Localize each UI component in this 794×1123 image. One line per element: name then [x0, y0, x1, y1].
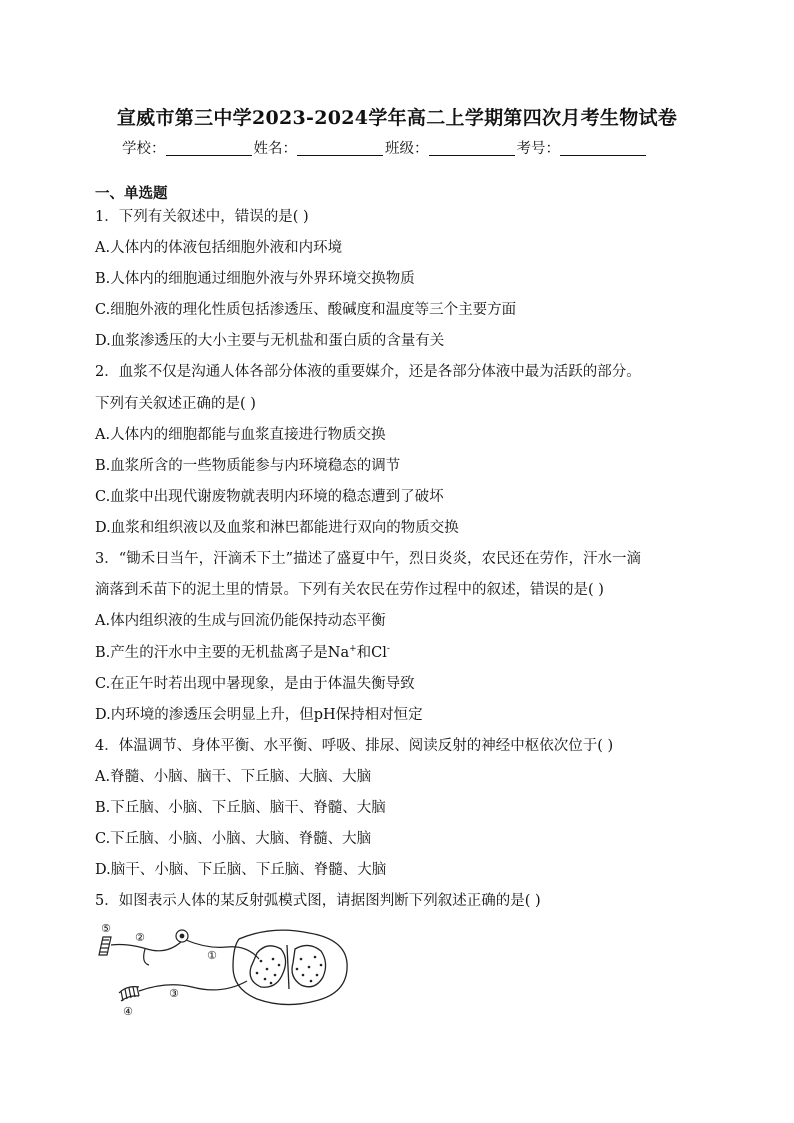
q4-option-d: D.脑干、小脑、下丘脑、下丘脑、脊髓、大脑 — [95, 862, 387, 878]
label-3: ③ — [169, 987, 179, 1000]
q3-option-c: C.在正午时若出现中暑现象，是由于体温失衡导致 — [95, 676, 415, 692]
q2-option-d: D.血浆和组织液以及血浆和淋巴都能进行双向的物质交换 — [95, 520, 459, 536]
q3-option-d: D.内环境的渗透压会明显上升，但pH保持相对恒定 — [95, 707, 423, 723]
section-heading: 一、单选题 — [95, 185, 168, 202]
q3-option-b-text: B.产生的汗水中主要的无机盐离子是Na — [95, 645, 350, 661]
q2-stem-line2: 下列有关叙述正确的是( ) — [95, 396, 256, 412]
receptor-structure — [99, 937, 111, 955]
q5-stem: 5．如图表示人体的某反射弧模式图，请据图判断下列叙述正确的是( ) — [95, 893, 541, 909]
q3-option-b-sup-plus: + — [349, 644, 357, 654]
q1-option-d: D.血浆渗透压的大小主要与无机盐和蛋白质的含量有关 — [95, 333, 445, 349]
number-label: 考号： — [516, 141, 560, 157]
q1-option-b: B.人体内的细胞通过细胞外液与外界环境交换物质 — [95, 271, 415, 287]
class-label: 班级： — [385, 141, 429, 157]
q3-stem-line2: 滴落到禾苗下的泥土里的情景。下列有关农民在劳作过程中的叙述，错误的是( ) — [95, 582, 604, 598]
afferent-nerve — [111, 930, 259, 965]
q4-option-c: C.下丘脑、小脑、小脑、大脑、脊髓、大脑 — [95, 831, 372, 847]
q4-stem: 4．体温调节、身体平衡、水平衡、呼吸、排尿、阅读反射的神经中枢依次位于( ) — [95, 738, 614, 754]
name-blank[interactable] — [297, 141, 383, 156]
q1-option-a: A.人体内的体液包括细胞外液和内环境 — [95, 240, 343, 256]
efferent-nerve — [139, 981, 247, 991]
page-title: 宣威市第三中学2023-2024学年高二上学期第四次月考生物试卷 — [116, 107, 678, 129]
label-1: ① — [207, 949, 217, 962]
q3-option-b-text2: 和Cl — [356, 645, 387, 661]
reflex-arc-diagram — [97, 919, 357, 1019]
school-label: 学校： — [122, 141, 166, 157]
q1-option-c: C.细胞外液的理化性质包括渗透压、酸碱度和温度等三个主要方面 — [95, 302, 517, 318]
q2-stem-line1: 2．血浆不仅是沟通人体各部分体液的重要媒介，还是各部分体液中最为活跃的部分。 — [95, 364, 641, 380]
spinal-cord — [233, 930, 347, 1004]
number-blank[interactable] — [560, 141, 646, 156]
q2-option-a: A.人体内的细胞都能与血浆直接进行物质交换 — [95, 427, 386, 443]
q3-stem-line1: 3．“锄禾日当午，汗滴禾下土”描述了盛夏中午，烈日炎炎，农民还在劳作，汗水一滴 — [95, 551, 642, 567]
effector-structure — [119, 987, 139, 1001]
q2-option-c: C.血浆中出现代谢废物就表明内环境的稳态遭到了破坏 — [95, 489, 444, 505]
name-label: 姓名： — [253, 141, 297, 157]
class-blank[interactable] — [429, 141, 515, 156]
q3-option-b-sup-minus: - — [386, 644, 390, 654]
q3-option-b — [95, 641, 390, 662]
q2-option-b: B.血浆所含的一些物质能参与内环境稳态的调节 — [95, 458, 401, 474]
q4-option-b: B.下丘脑、小脑、下丘脑、脑干、脊髓、大脑 — [95, 800, 386, 816]
q4-option-a: A.脊髓、小脑、脑干、下丘脑、大脑、大脑 — [95, 769, 372, 785]
label-2: ② — [135, 931, 145, 944]
q1-stem: 1．下列有关叙述中，错误的是( ) — [95, 209, 309, 225]
q3-option-a: A.体内组织液的生成与回流仍能保持动态平衡 — [95, 613, 386, 629]
student-info-row — [122, 137, 648, 158]
label-4: ④ — [123, 1005, 133, 1018]
school-blank[interactable] — [166, 141, 252, 156]
label-5: ⑤ — [101, 922, 111, 935]
